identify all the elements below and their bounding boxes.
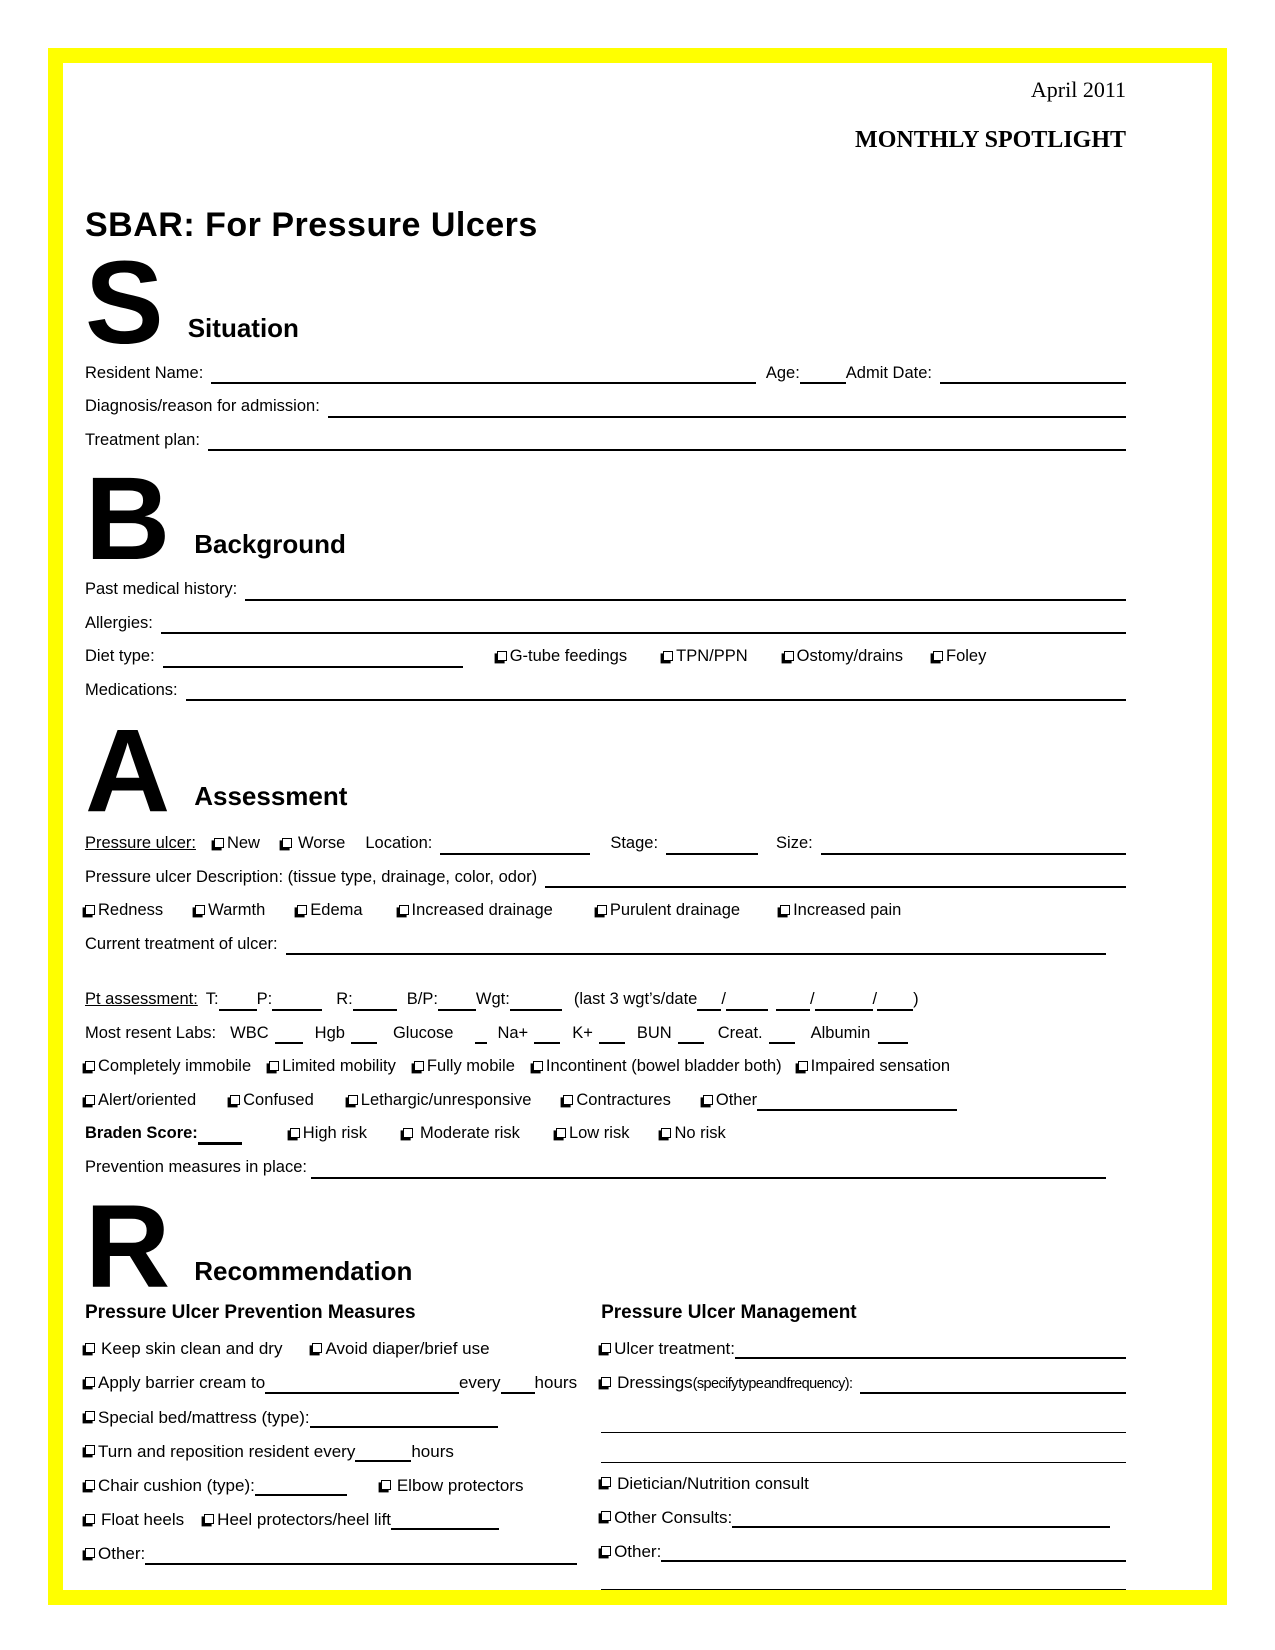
foley-label: Foley	[946, 647, 987, 666]
management-column-heading: Pressure Ulcer Management	[601, 1302, 857, 1324]
contractures-label: Contractures	[576, 1090, 671, 1109]
purulent-drainage-checkbox-icon[interactable]	[597, 905, 607, 915]
gtube-label: G-tube feedings	[509, 647, 628, 666]
turn-reposition-checkbox-icon[interactable]	[85, 1445, 95, 1455]
high-risk-label: High risk	[302, 1124, 367, 1143]
ulcer-treatment-label: Ulcer treatment:	[614, 1339, 736, 1359]
admit-date-field[interactable]	[940, 364, 1126, 385]
wbc-label: WBC	[230, 1023, 269, 1042]
keep-skin-checkbox-icon[interactable]	[85, 1343, 95, 1353]
pressure-ulcer-row	[85, 831, 1126, 857]
dietician-checkbox-icon[interactable]	[601, 1477, 611, 1487]
dietician-checkbox-item[interactable]	[601, 1470, 809, 1497]
incontinent-checkbox-icon[interactable]	[533, 1061, 543, 1071]
labs-row	[85, 1021, 1126, 1047]
heel-protectors-checkbox-icon[interactable]	[204, 1514, 214, 1524]
dressings-row	[601, 1369, 1126, 1396]
fully-mobile-checkbox-item[interactable]	[410, 1054, 515, 1080]
prevention-other-row	[85, 1540, 577, 1567]
wgt-label: Wgt:	[475, 990, 510, 1009]
braden-score-label: Braden Score:	[85, 1124, 198, 1143]
prevention-measures-label: Prevention measures in place:	[85, 1158, 307, 1177]
other-status-label: Other	[715, 1090, 758, 1109]
barrier-cream-checkbox-item[interactable]	[85, 1369, 265, 1396]
prevention-measures-field[interactable]	[311, 1158, 1106, 1179]
letter-r: R	[85, 1180, 169, 1313]
allergies-row	[85, 611, 1126, 637]
glucose-field[interactable]	[475, 1024, 487, 1045]
background-heading: Background	[194, 529, 346, 560]
dressings-checkbox-item[interactable]	[601, 1369, 693, 1396]
current-treatment-row	[85, 932, 1126, 958]
braden-score-row	[85, 1121, 1126, 1147]
letter-b: B	[85, 453, 169, 586]
na-label: Na+	[497, 1023, 529, 1042]
increased-drainage-label: Increased drainage	[411, 901, 553, 920]
prevention-extra-line-1[interactable]	[85, 1568, 577, 1593]
turn-hours-label: hours	[411, 1441, 454, 1461]
location-label: Location:	[365, 833, 433, 852]
temp-field[interactable]	[219, 990, 257, 1011]
ulcer-new-checkbox-item[interactable]	[210, 831, 260, 857]
section-situation-header	[85, 237, 1126, 369]
turn-reposition-row	[85, 1438, 577, 1465]
tpn-checkbox-item[interactable]	[659, 644, 748, 670]
location-field[interactable]	[440, 834, 590, 855]
wgt-date-field-2[interactable]	[726, 990, 768, 1011]
glucose-label: Glucose	[392, 1023, 454, 1042]
increased-pain-checkbox-item[interactable]	[776, 898, 901, 924]
warmth-checkbox-item[interactable]	[191, 898, 265, 924]
limited-mobility-checkbox-icon[interactable]	[269, 1061, 279, 1071]
braden-score-field[interactable]	[198, 1124, 242, 1145]
high-risk-checkbox-icon[interactable]	[290, 1128, 300, 1138]
paren-close: )	[913, 990, 919, 1009]
diet-type-row	[85, 644, 1126, 670]
incontinent-checkbox-item[interactable]	[529, 1054, 782, 1080]
chair-cushion-row	[85, 1472, 577, 1499]
size-field[interactable]	[821, 834, 1126, 855]
low-risk-checkbox-icon[interactable]	[556, 1128, 566, 1138]
stage-field[interactable]	[666, 834, 758, 855]
diagnosis-row	[85, 394, 1126, 420]
other-status-checkbox-icon[interactable]	[703, 1095, 713, 1105]
ostomy-checkbox-item[interactable]	[780, 644, 903, 670]
no-risk-label: No risk	[674, 1124, 726, 1143]
high-risk-checkbox-item[interactable]	[286, 1121, 367, 1147]
wgt-field[interactable]	[510, 990, 562, 1011]
edema-checkbox-item[interactable]	[293, 898, 362, 924]
confused-checkbox-icon[interactable]	[230, 1095, 240, 1105]
purulent-drainage-label: Purulent drainage	[609, 901, 741, 920]
bp-field[interactable]	[438, 990, 476, 1011]
ulcer-description-label: Pressure ulcer Description: (tissue type, drainage, color, odor)	[85, 867, 538, 886]
heel-protectors-checkbox-item[interactable]	[200, 1506, 391, 1533]
na-field[interactable]	[534, 1024, 560, 1045]
pulse-field[interactable]	[272, 990, 322, 1011]
slash-3: /	[872, 990, 878, 1009]
tpn-label: TPN/PPN	[676, 647, 748, 666]
increased-drainage-checkbox-item[interactable]	[395, 898, 553, 924]
contractures-checkbox-icon[interactable]	[563, 1095, 573, 1105]
avoid-diaper-checkbox-icon[interactable]	[312, 1343, 322, 1353]
letter-s: S	[85, 237, 162, 369]
dressings-extra-line-1[interactable]	[601, 1397, 1126, 1433]
ulcer-new-label: New	[226, 833, 260, 852]
completely-immobile-label: Completely immobile	[98, 1057, 252, 1076]
albumin-label: Albumin	[810, 1023, 871, 1042]
resident-name-row	[85, 361, 1126, 387]
special-bed-row	[85, 1404, 577, 1431]
ostomy-label: Ostomy/drains	[796, 647, 904, 666]
barrier-cream-field[interactable]	[265, 1372, 459, 1393]
management-extra-line-2[interactable]	[601, 1590, 1126, 1605]
prevention-column	[85, 1302, 595, 1605]
assessment-heading: Assessment	[194, 780, 348, 811]
letter-a: A	[85, 705, 169, 838]
lethargic-checkbox-icon[interactable]	[348, 1095, 358, 1105]
increased-pain-label: Increased pain	[793, 901, 902, 920]
resident-name-label: Resident Name:	[85, 363, 204, 382]
creat-field[interactable]	[769, 1024, 795, 1045]
medications-row	[85, 678, 1126, 704]
management-other-label: Other:	[614, 1542, 662, 1561]
past-medical-history-label: Past medical history:	[85, 580, 238, 599]
management-column	[595, 1302, 1126, 1605]
symptoms-row	[85, 898, 1126, 924]
keep-skin-label: Keep skin clean and dry	[101, 1339, 283, 1359]
prevention-column-heading: Pressure Ulcer Prevention Measures	[85, 1302, 416, 1324]
ulcer-treatment-row	[601, 1335, 1126, 1362]
resp-field[interactable]	[353, 990, 397, 1011]
prevention-extra-line-2[interactable]	[85, 1593, 429, 1605]
elbow-protectors-label: Elbow protectors	[396, 1476, 524, 1495]
wgt-date-field-3[interactable]	[776, 990, 810, 1011]
moderate-risk-checkbox-icon[interactable]	[403, 1128, 413, 1138]
treatment-plan-label: Treatment plan:	[85, 430, 200, 449]
ostomy-checkbox-icon[interactable]	[784, 651, 794, 661]
ulcer-treatment-checkbox-item[interactable]	[601, 1335, 735, 1362]
past-medical-history-row	[85, 577, 1126, 603]
recommendation-columns	[85, 1302, 1126, 1605]
hgb-field[interactable]	[351, 1024, 377, 1045]
dressings-extra-line-2[interactable]	[601, 1433, 1126, 1463]
completely-immobile-checkbox-icon[interactable]	[85, 1061, 95, 1071]
medications-label: Medications:	[85, 680, 178, 699]
keep-skin-row	[85, 1335, 577, 1362]
wgt-date-field-1[interactable]	[697, 990, 721, 1011]
keep-skin-checkbox-item[interactable]	[85, 1335, 282, 1362]
ulcer-worse-checkbox-item[interactable]	[278, 831, 345, 857]
ulcer-treatment-checkbox-icon[interactable]	[601, 1343, 611, 1353]
chair-cushion-checkbox-item[interactable]	[85, 1472, 255, 1499]
redness-label: Redness	[98, 901, 164, 920]
current-treatment-field[interactable]	[286, 935, 1106, 956]
dietician-label: Dietician/Nutrition consult	[617, 1473, 809, 1493]
impaired-sensation-label: Impaired sensation	[810, 1057, 951, 1076]
mobility-row	[85, 1054, 1126, 1080]
albumin-field[interactable]	[878, 1024, 908, 1045]
warmth-checkbox-icon[interactable]	[195, 905, 205, 915]
dressings-field[interactable]	[860, 1372, 1126, 1393]
redness-checkbox-item[interactable]	[85, 898, 163, 924]
foley-checkbox-item[interactable]	[929, 644, 986, 670]
bun-field[interactable]	[678, 1024, 704, 1045]
hgb-label: Hgb	[314, 1023, 345, 1042]
dietician-row	[601, 1470, 1126, 1497]
current-treatment-label: Current treatment of ulcer:	[85, 934, 278, 953]
management-other-row	[601, 1538, 1126, 1565]
limited-mobility-checkbox-item[interactable]	[265, 1054, 396, 1080]
treatment-plan-field[interactable]	[208, 431, 1126, 452]
age-label: Age:	[765, 363, 800, 382]
temp-label: T:	[205, 990, 219, 1009]
bp-label: B/P:	[406, 990, 438, 1009]
elbow-protectors-checkbox-icon[interactable]	[381, 1480, 391, 1490]
impaired-sensation-checkbox-item[interactable]	[794, 1054, 950, 1080]
page-frame	[48, 48, 1227, 1605]
section-background-header	[85, 453, 1126, 586]
edema-label: Edema	[310, 901, 363, 920]
pt-assessment-label: Pt assessment:	[85, 990, 198, 1009]
section-assessment-header	[85, 705, 1126, 838]
no-risk-checkbox-icon[interactable]	[661, 1128, 671, 1138]
barrier-every-label: every	[458, 1373, 501, 1393]
wbc-field[interactable]	[275, 1024, 303, 1045]
tpn-checkbox-icon[interactable]	[663, 651, 673, 661]
dressings-checkbox-icon[interactable]	[601, 1377, 611, 1387]
ulcer-description-field[interactable]	[545, 867, 1126, 888]
k-field[interactable]	[599, 1024, 625, 1045]
chair-cushion-checkbox-icon[interactable]	[85, 1480, 95, 1490]
gtube-checkbox-icon[interactable]	[497, 651, 507, 661]
barrier-hours-label: hours	[534, 1373, 578, 1393]
incontinent-label: Incontinent (bowel bladder both)	[545, 1057, 782, 1076]
fully-mobile-checkbox-icon[interactable]	[414, 1061, 424, 1071]
other-consults-row	[601, 1504, 1126, 1531]
recommendation-heading: Recommendation	[194, 1256, 413, 1287]
mental-status-row	[85, 1088, 1126, 1114]
other-status-checkbox-item[interactable]	[699, 1088, 757, 1114]
last-wgts-label: (last 3 wgt’s/date	[573, 990, 698, 1009]
diagnosis-field[interactable]	[328, 397, 1126, 418]
special-bed-field[interactable]	[310, 1407, 498, 1428]
no-risk-checkbox-item[interactable]	[657, 1121, 725, 1147]
pt-assessment-row	[85, 987, 1126, 1013]
confused-label: Confused	[243, 1090, 314, 1109]
impaired-sensation-checkbox-icon[interactable]	[798, 1061, 808, 1071]
special-bed-checkbox-item[interactable]	[85, 1404, 310, 1431]
other-status-field[interactable]	[757, 1091, 957, 1112]
size-label: Size:	[776, 833, 813, 852]
creat-label: Creat.	[717, 1023, 763, 1042]
alert-oriented-checkbox-item[interactable]	[85, 1088, 196, 1114]
heel-protectors-field[interactable]	[391, 1509, 499, 1530]
k-label: K+	[572, 1023, 593, 1042]
moderate-risk-label: Moderate risk	[419, 1124, 520, 1143]
heel-protectors-label: Heel protectors/heel lift	[217, 1510, 392, 1530]
ulcer-description-row	[85, 865, 1126, 891]
dressings-note: (specify type and frequency):	[692, 1376, 853, 1393]
age-field[interactable]	[800, 364, 846, 385]
management-other-checkbox-icon[interactable]	[601, 1546, 611, 1556]
alert-oriented-checkbox-icon[interactable]	[85, 1095, 95, 1105]
foley-checkbox-icon[interactable]	[933, 651, 943, 661]
lethargic-label: Lethargic/unresponsive	[360, 1090, 532, 1109]
special-bed-checkbox-icon[interactable]	[85, 1411, 95, 1421]
prevention-other-label: Other:	[98, 1544, 146, 1564]
completely-immobile-checkbox-item[interactable]	[85, 1054, 251, 1080]
increased-pain-checkbox-icon[interactable]	[780, 905, 790, 915]
stage-label: Stage:	[610, 833, 659, 852]
barrier-hours-field[interactable]	[501, 1372, 535, 1393]
diet-type-label: Diet type:	[85, 647, 155, 666]
barrier-cream-label: Apply barrier cream to	[98, 1373, 266, 1393]
page-content	[85, 77, 1126, 1605]
gtube-checkbox-item[interactable]	[493, 644, 627, 670]
other-consults-checkbox-item[interactable]	[601, 1504, 732, 1531]
resident-name-field[interactable]	[211, 364, 756, 385]
bun-label: BUN	[636, 1023, 672, 1042]
float-heels-row	[85, 1506, 577, 1533]
prevention-measures-row	[85, 1155, 1126, 1181]
chair-cushion-field[interactable]	[255, 1475, 347, 1496]
special-bed-label: Special bed/mattress (type):	[98, 1407, 310, 1427]
ulcer-worse-checkbox-icon[interactable]	[282, 838, 292, 848]
situation-heading: Situation	[187, 312, 299, 343]
ulcer-new-checkbox-icon[interactable]	[214, 838, 224, 848]
float-heels-checkbox-icon[interactable]	[85, 1514, 95, 1524]
wgt-date-field-5[interactable]	[877, 990, 913, 1011]
increased-drainage-checkbox-icon[interactable]	[399, 905, 409, 915]
moderate-risk-checkbox-item[interactable]	[399, 1121, 520, 1147]
turn-hours-field[interactable]	[355, 1441, 411, 1462]
fully-mobile-label: Fully mobile	[426, 1057, 515, 1076]
avoid-diaper-checkbox-item[interactable]	[308, 1335, 489, 1362]
float-heels-label: Float heels	[101, 1510, 185, 1530]
ulcer-treatment-field[interactable]	[735, 1338, 1126, 1359]
diagnosis-label: Diagnosis/reason for admission:	[85, 397, 320, 416]
prevention-other-checkbox-item[interactable]	[85, 1540, 145, 1567]
past-medical-history-field[interactable]	[245, 580, 1126, 601]
turn-reposition-checkbox-item[interactable]	[85, 1438, 355, 1465]
edema-checkbox-icon[interactable]	[297, 905, 307, 915]
confused-checkbox-item[interactable]	[226, 1088, 314, 1114]
float-heels-checkbox-item[interactable]	[85, 1506, 184, 1533]
turn-reposition-label: Turn and reposition resident every	[98, 1441, 356, 1461]
diet-type-field[interactable]	[163, 647, 463, 668]
allergies-label: Allergies:	[85, 613, 153, 632]
resp-label: R:	[336, 990, 353, 1009]
page-title: SBAR: For Pressure Ulcers	[85, 206, 538, 244]
elbow-protectors-checkbox-item[interactable]	[377, 1472, 524, 1499]
other-consults-field[interactable]	[732, 1507, 1110, 1528]
prevention-other-checkbox-icon[interactable]	[85, 1548, 95, 1558]
treatment-plan-row	[85, 428, 1126, 454]
pressure-ulcer-label: Pressure ulcer:	[85, 833, 196, 852]
pulse-label: P:	[256, 990, 273, 1009]
contractures-checkbox-item[interactable]	[559, 1088, 670, 1114]
low-risk-checkbox-item[interactable]	[552, 1121, 630, 1147]
management-other-checkbox-item[interactable]	[601, 1538, 661, 1565]
admit-date-label: Admit Date:	[845, 363, 932, 382]
spotlight-heading: MONTHLY SPOTLIGHT	[855, 127, 1126, 153]
slash-1: /	[721, 990, 726, 1009]
warmth-label: Warmth	[208, 901, 266, 920]
labs-label: Most resent Labs:	[85, 1023, 217, 1042]
other-consults-checkbox-icon[interactable]	[601, 1511, 611, 1521]
low-risk-label: Low risk	[568, 1124, 630, 1143]
barrier-cream-checkbox-icon[interactable]	[85, 1377, 95, 1387]
allergies-field[interactable]	[161, 614, 1126, 635]
avoid-diaper-label: Avoid diaper/brief use	[325, 1339, 490, 1359]
alert-oriented-label: Alert/oriented	[98, 1090, 197, 1109]
issue-date: April 2011	[1030, 77, 1126, 102]
barrier-cream-row	[85, 1369, 577, 1396]
limited-mobility-label: Limited mobility	[282, 1057, 396, 1076]
management-other-field[interactable]	[661, 1541, 1126, 1562]
other-consults-label: Other Consults:	[614, 1507, 733, 1527]
dressings-label: Dressings	[617, 1373, 693, 1393]
management-extra-line-1[interactable]	[601, 1565, 1126, 1590]
chair-cushion-label: Chair cushion (type):	[98, 1476, 255, 1495]
ulcer-worse-label: Worse	[297, 833, 346, 852]
slash-2: /	[809, 990, 815, 1009]
medications-field[interactable]	[186, 681, 1126, 702]
prevention-other-field[interactable]	[145, 1543, 577, 1564]
wgt-date-field-4[interactable]	[815, 990, 873, 1011]
lethargic-checkbox-item[interactable]	[344, 1088, 532, 1114]
purulent-drainage-checkbox-item[interactable]	[593, 898, 740, 924]
redness-checkbox-icon[interactable]	[85, 905, 95, 915]
